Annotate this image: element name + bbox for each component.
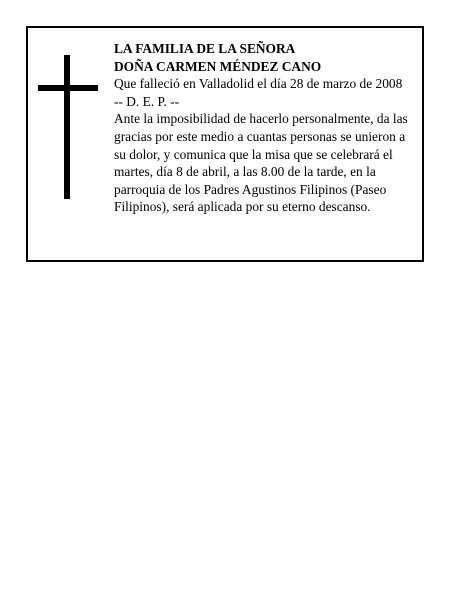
cross-vertical-bar	[64, 55, 70, 199]
obituary-notice	[26, 26, 424, 262]
dep-line: -- D. E. P. --	[114, 93, 180, 109]
notice-body: Ante la imposibilidad de hacerlo personalmente, da las gracias por este medio a cuantas personas se unieron a su dolor, y comunica que la misa que se celebrará el martes, día 8 de abril, a las 8.00 de la tarde, en la parroquia de los Padres Agustinos Filipinos (Paseo Filipinos), será aplicada por su eterno descanso.	[114, 111, 408, 215]
notice-title-line-1: LA FAMILIA DE LA SEÑORA	[114, 41, 296, 56]
cross-horizontal-bar	[38, 85, 98, 91]
death-announcement: Que falleció en Valladolid el día 28 de marzo de 2008	[114, 76, 403, 92]
notice-title-line-2: DOÑA CARMEN MÉNDEZ CANO	[114, 58, 322, 74]
cross-icon	[38, 55, 98, 199]
notice-text	[114, 40, 420, 216]
